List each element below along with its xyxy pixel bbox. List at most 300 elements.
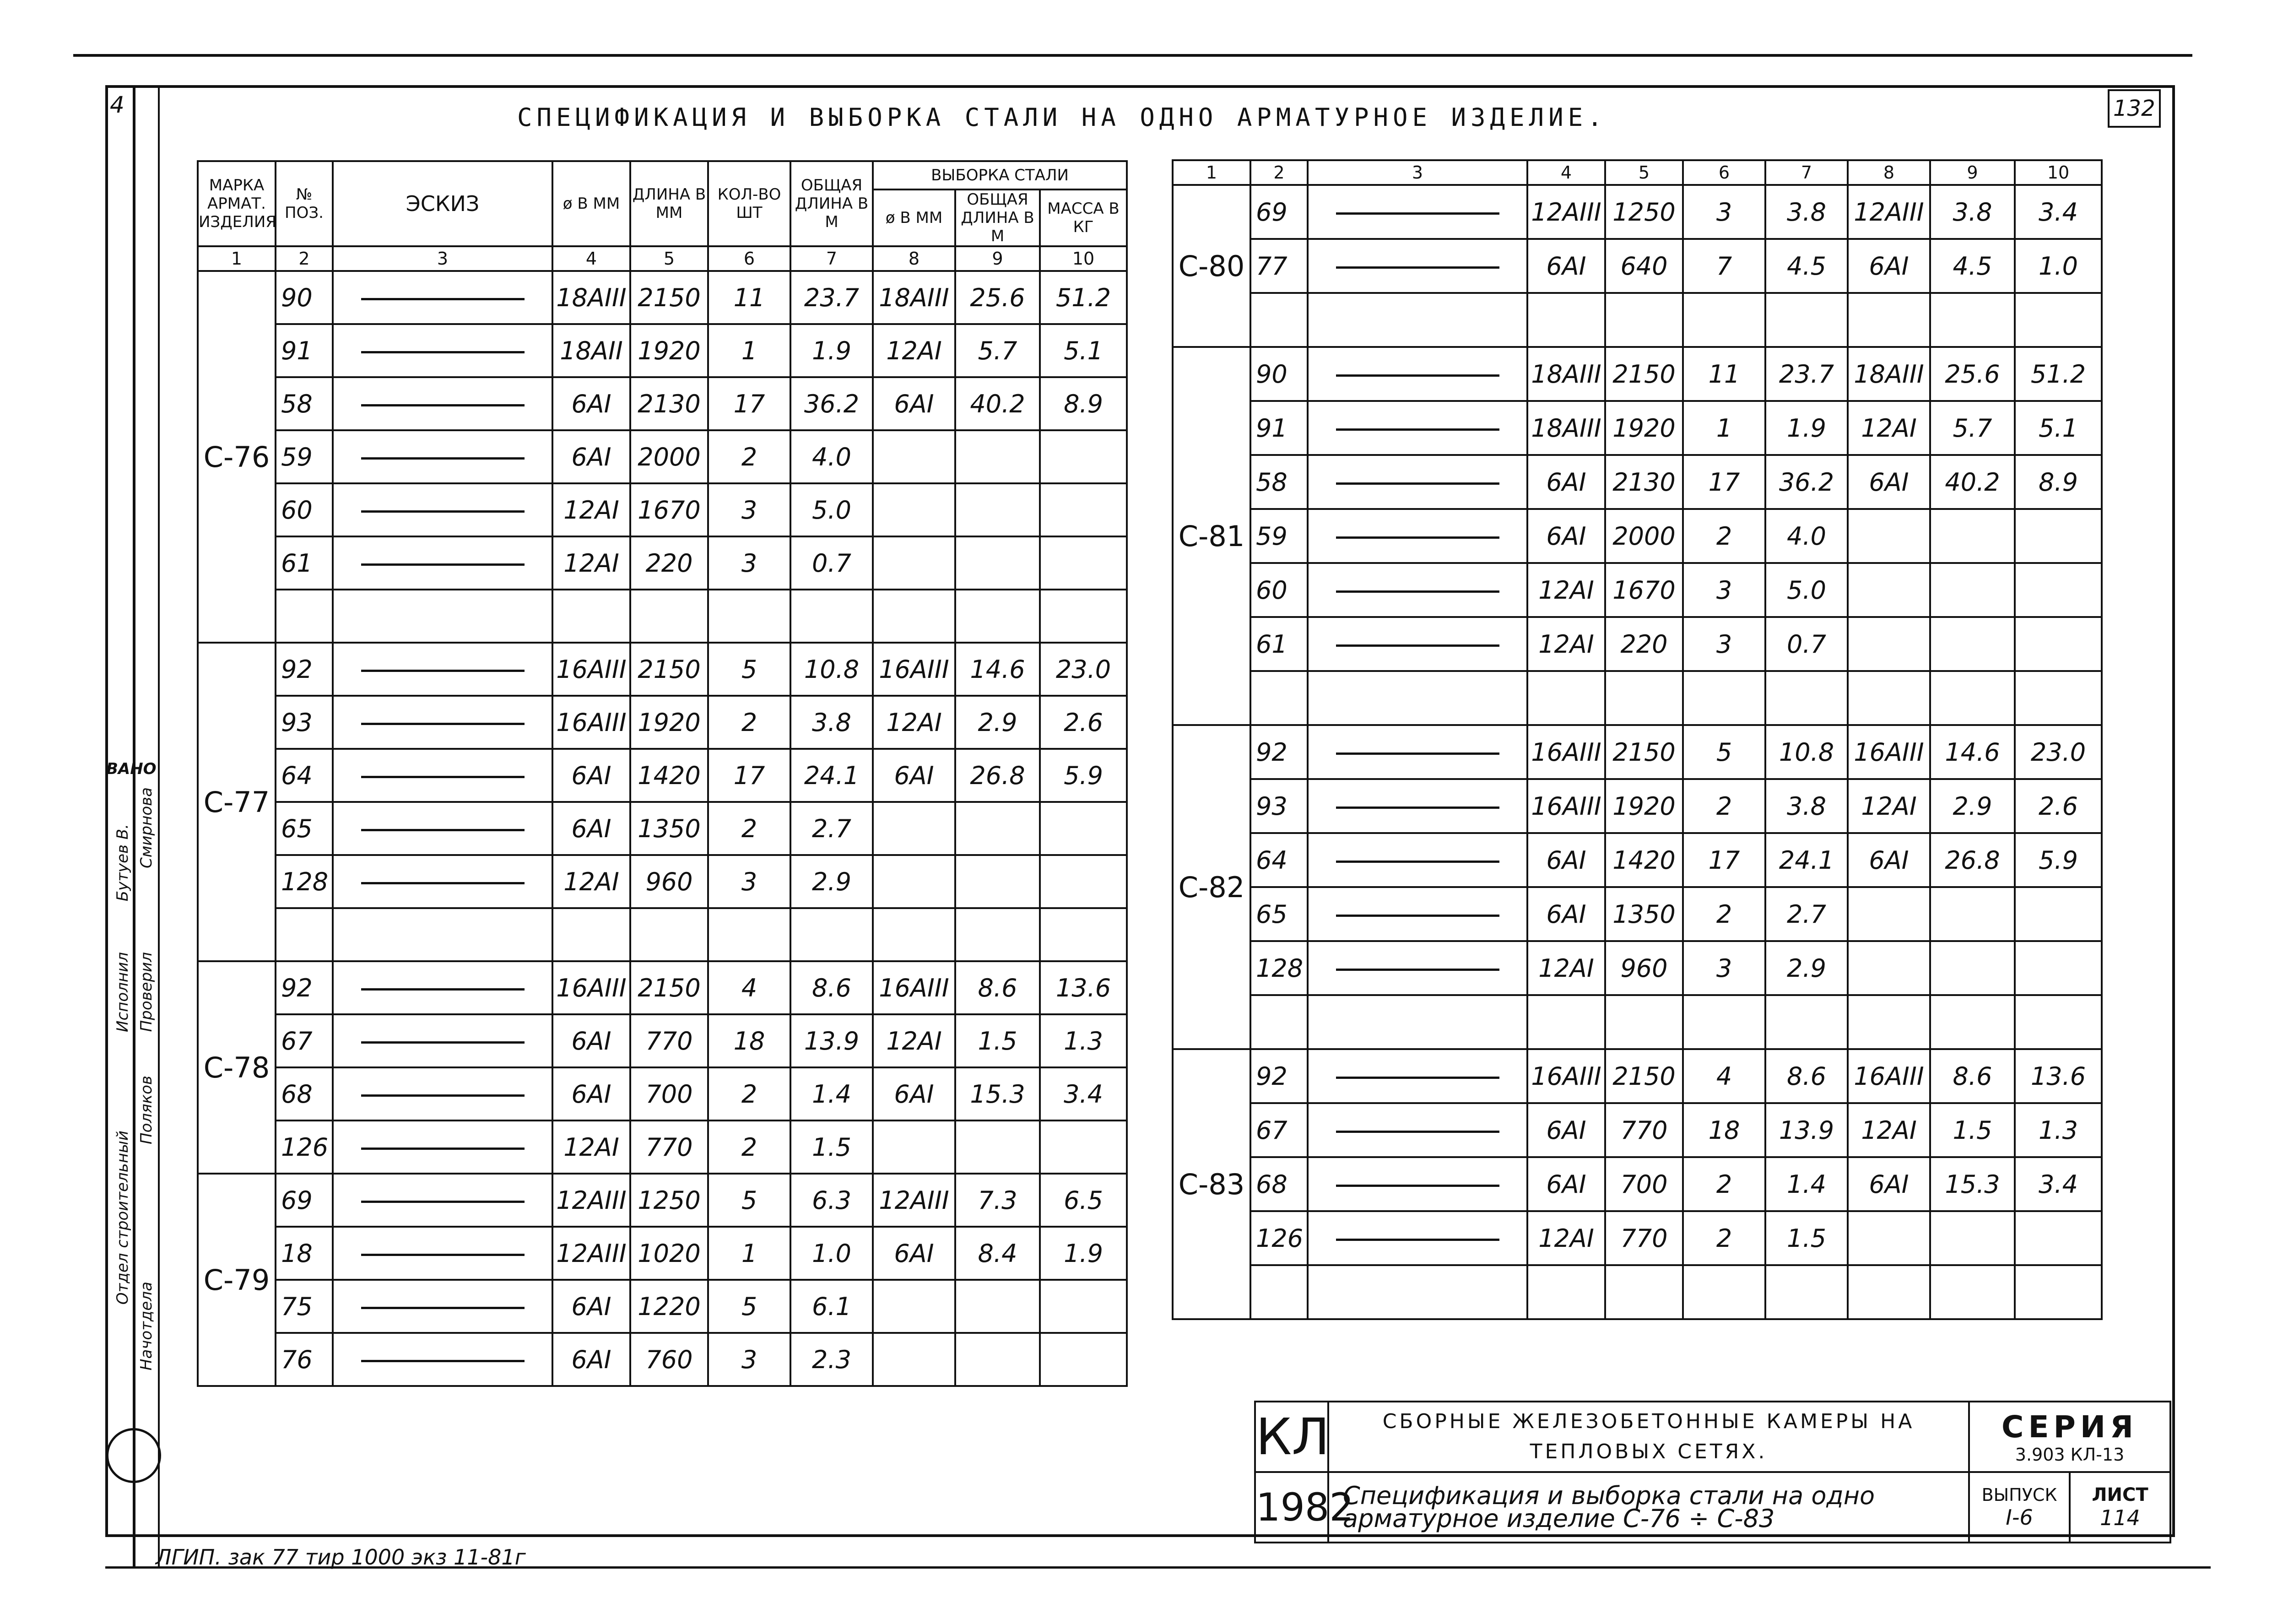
col-num: 9	[955, 246, 1040, 271]
sketch-cell	[333, 1067, 552, 1121]
dia-cell: 16АIII	[552, 696, 630, 749]
dia-cell	[552, 908, 630, 961]
sel-length-cell	[955, 908, 1040, 961]
sel-length-cell	[1930, 1211, 2015, 1265]
total-length-cell: 2.9	[1765, 941, 1848, 995]
sel-dia-cell: 6АI	[873, 1227, 955, 1280]
header-pos: № ПОЗ.	[276, 161, 333, 246]
stamp-series-cell	[1969, 1402, 2170, 1472]
length-cell: 1920	[630, 324, 708, 377]
col-num: 3	[333, 246, 552, 271]
stamp-sheet-label: ЛИСТ	[2092, 1484, 2148, 1505]
sel-mass-cell	[1040, 855, 1127, 908]
sketch-cell	[333, 590, 552, 643]
bar-sketch-line	[361, 723, 525, 725]
pos-cell: 128	[1250, 941, 1308, 995]
sel-length-cell: 25.6	[1930, 347, 2015, 401]
sel-dia-cell	[1848, 1211, 1930, 1265]
total-length-cell	[1765, 671, 1848, 725]
sel-dia-cell	[1848, 617, 1930, 671]
pos-cell: 58	[276, 377, 333, 430]
stamp-sheet-title: Спецификация и выборка стали на одно арматурное изделие С-76 ÷ С-83	[1328, 1472, 1969, 1543]
stamp-issue-label: ВЫПУСК	[1981, 1485, 2057, 1505]
dia-cell: 6АI	[552, 430, 630, 483]
sketch-cell	[333, 1227, 552, 1280]
table-row	[1173, 1103, 2102, 1157]
dia-cell: 18АII	[552, 324, 630, 377]
sketch-cell	[333, 1014, 552, 1067]
length-cell: 2130	[1605, 455, 1683, 509]
sel-dia-cell: 12АI	[1848, 401, 1930, 455]
col-num: 1	[198, 246, 276, 271]
length-cell	[630, 908, 708, 961]
pos-cell: 61	[276, 536, 333, 590]
table-row	[1173, 239, 2102, 293]
sketch-cell	[333, 802, 552, 855]
sketch-cell	[333, 696, 552, 749]
sel-dia-cell: 18АIII	[1848, 347, 1930, 401]
count-cell: 3	[708, 1333, 790, 1386]
col-num: 9	[1930, 160, 2015, 185]
sel-length-cell: 14.6	[955, 643, 1040, 696]
table-row	[1173, 185, 2102, 239]
count-cell: 3	[1683, 563, 1765, 617]
total-length-cell: 3.8	[790, 696, 873, 749]
count-cell: 2	[1683, 1157, 1765, 1211]
sel-length-cell	[1930, 941, 2015, 995]
length-cell: 1920	[1605, 401, 1683, 455]
length-cell: 1670	[1605, 563, 1683, 617]
total-length-cell: 24.1	[1765, 833, 1848, 887]
length-cell	[630, 590, 708, 643]
sel-dia-cell	[1848, 509, 1930, 563]
sketch-cell	[1308, 941, 1527, 995]
table-row	[1173, 671, 2102, 725]
sketch-cell	[333, 483, 552, 536]
col-num: 5	[630, 246, 708, 271]
pos-cell: 59	[1250, 509, 1308, 563]
pos-cell: 69	[1250, 185, 1308, 239]
sel-length-cell	[1930, 293, 2015, 347]
count-cell: 5	[1683, 725, 1765, 779]
col-num: 6	[1683, 160, 1765, 185]
count-cell: 2	[1683, 1211, 1765, 1265]
table-row	[1173, 887, 2102, 941]
sel-mass-cell	[1040, 908, 1127, 961]
dia-cell	[1527, 293, 1605, 347]
bar-sketch-line	[1336, 590, 1499, 593]
sel-dia-cell: 12АIII	[873, 1174, 955, 1227]
total-length-cell: 5.0	[1765, 563, 1848, 617]
sel-mass-cell: 1.3	[1040, 1014, 1127, 1067]
sel-length-cell	[1930, 995, 2015, 1049]
sel-dia-cell	[873, 908, 955, 961]
pos-cell: 68	[1250, 1157, 1308, 1211]
pos-cell: 90	[1250, 347, 1308, 401]
sel-mass-cell	[1040, 430, 1127, 483]
table-row	[198, 590, 1127, 643]
bar-sketch-line	[1336, 428, 1499, 431]
spec-table-left	[197, 160, 1128, 1387]
bar-sketch-line	[1336, 644, 1499, 647]
sel-dia-cell: 16АIII	[1848, 1049, 1930, 1103]
sel-mass-cell	[2015, 293, 2102, 347]
sketch-cell	[1308, 617, 1527, 671]
dia-cell: 12АI	[552, 483, 630, 536]
stamp-issue-value: I-6	[2006, 1505, 2033, 1530]
table-row	[1173, 617, 2102, 671]
total-length-cell: 1.5	[1765, 1211, 1848, 1265]
sel-dia-cell: 12АI	[873, 324, 955, 377]
count-cell: 2	[708, 696, 790, 749]
total-length-cell: 2.9	[790, 855, 873, 908]
sel-mass-cell	[2015, 941, 2102, 995]
length-cell: 1420	[1605, 833, 1683, 887]
sel-mass-cell: 1.9	[1040, 1227, 1127, 1280]
mark-cell: С-83	[1173, 1049, 1250, 1319]
count-cell: 18	[708, 1014, 790, 1067]
count-cell: 3	[1683, 185, 1765, 239]
bar-sketch-line	[1336, 915, 1499, 917]
pos-cell: 65	[276, 802, 333, 855]
total-length-cell: 2.3	[790, 1333, 873, 1386]
side-name3: Бутуев В.	[114, 824, 132, 902]
sel-length-cell: 26.8	[955, 749, 1040, 802]
total-length-cell: 8.6	[1765, 1049, 1848, 1103]
length-cell: 2150	[630, 271, 708, 324]
total-length-cell: 4.0	[790, 430, 873, 483]
table-row	[198, 696, 1127, 749]
header-total-length: ОБЩАЯ ДЛИНА В М	[790, 161, 873, 246]
total-length-cell: 6.3	[790, 1174, 873, 1227]
sel-mass-cell	[1040, 483, 1127, 536]
count-cell: 2	[708, 1121, 790, 1174]
left-corner-mark: 4	[110, 92, 124, 118]
bar-sketch-line	[1336, 807, 1499, 809]
side-checked: Проверил	[137, 952, 156, 1032]
sketch-cell	[1308, 779, 1527, 833]
stamp-code: КЛ	[1255, 1402, 1328, 1472]
col-num: 4	[1527, 160, 1605, 185]
sel-dia-cell: 6АI	[1848, 1157, 1930, 1211]
table-row	[1173, 1265, 2102, 1319]
pos-cell: 60	[1250, 563, 1308, 617]
sel-mass-cell: 3.4	[1040, 1067, 1127, 1121]
length-cell: 770	[1605, 1211, 1683, 1265]
pos-cell: 126	[276, 1121, 333, 1174]
total-length-cell: 8.6	[790, 961, 873, 1014]
sel-mass-cell	[2015, 1211, 2102, 1265]
bar-sketch-line	[361, 1094, 525, 1097]
bar-sketch-line	[361, 1360, 525, 1362]
bar-sketch-line	[361, 563, 525, 566]
mark-cell: С-82	[1173, 725, 1250, 1049]
sketch-cell	[1308, 1103, 1527, 1157]
sel-mass-cell	[2015, 563, 2102, 617]
count-cell	[708, 590, 790, 643]
sketch-cell	[333, 1121, 552, 1174]
length-cell: 1350	[630, 802, 708, 855]
table-row	[1173, 995, 2102, 1049]
length-cell: 1350	[1605, 887, 1683, 941]
total-length-cell: 24.1	[790, 749, 873, 802]
length-cell: 220	[630, 536, 708, 590]
sel-dia-cell: 6АI	[1848, 833, 1930, 887]
sketch-cell	[1308, 725, 1527, 779]
sketch-cell	[333, 1280, 552, 1333]
length-cell	[1605, 293, 1683, 347]
count-cell	[1683, 995, 1765, 1049]
total-length-cell: 4.0	[1765, 509, 1848, 563]
sel-mass-cell: 8.9	[1040, 377, 1127, 430]
count-cell: 1	[1683, 401, 1765, 455]
count-cell	[1683, 293, 1765, 347]
bar-sketch-line	[361, 988, 525, 991]
bar-sketch-line	[1336, 482, 1499, 485]
page-title: СПЕЦИФИКАЦИЯ И ВЫБОРКА СТАЛИ НА ОДНО АРМАТУРНОЕ ИЗДЕЛИЕ.	[517, 103, 1607, 132]
count-cell: 17	[1683, 833, 1765, 887]
bar-sketch-line	[1336, 1077, 1499, 1079]
sel-length-cell	[1930, 1265, 2015, 1319]
sel-dia-cell: 16АIII	[873, 643, 955, 696]
col-num: 1	[1173, 160, 1250, 185]
total-length-cell: 1.4	[1765, 1157, 1848, 1211]
sketch-cell	[333, 377, 552, 430]
sel-length-cell: 5.7	[1930, 401, 2015, 455]
count-cell: 3	[1683, 617, 1765, 671]
table-row	[1173, 1049, 2102, 1103]
sketch-cell	[1308, 995, 1527, 1049]
sel-dia-cell: 12АI	[873, 1014, 955, 1067]
stamp-issue-cell	[1969, 1472, 2070, 1543]
total-length-cell: 2.7	[790, 802, 873, 855]
sel-mass-cell: 1.0	[2015, 239, 2102, 293]
header-mark: МАРКА АРМАТ. ИЗДЕЛИЯ	[198, 161, 276, 246]
sel-dia-cell: 6АI	[873, 1067, 955, 1121]
sel-mass-cell	[1040, 1121, 1127, 1174]
sel-mass-cell	[1040, 1333, 1127, 1386]
sketch-cell	[1308, 293, 1527, 347]
table-row	[198, 1067, 1127, 1121]
total-length-cell	[1765, 1265, 1848, 1319]
pos-cell: 58	[1250, 455, 1308, 509]
count-cell: 2	[708, 1067, 790, 1121]
sel-length-cell: 5.7	[955, 324, 1040, 377]
total-length-cell	[1765, 293, 1848, 347]
sel-dia-cell: 12АI	[873, 696, 955, 749]
pos-cell: 68	[276, 1067, 333, 1121]
length-cell	[1605, 995, 1683, 1049]
count-cell: 5	[708, 643, 790, 696]
sel-length-cell	[955, 1333, 1040, 1386]
pos-cell	[276, 590, 333, 643]
dia-cell: 18АIII	[1527, 347, 1605, 401]
mark-cell: С-77	[198, 643, 276, 961]
col-num: 8	[873, 246, 955, 271]
bar-sketch-line	[361, 404, 525, 406]
bar-sketch-line	[361, 1307, 525, 1309]
dia-cell: 16АIII	[1527, 725, 1605, 779]
bar-sketch-line	[361, 776, 525, 778]
pos-cell: 67	[276, 1014, 333, 1067]
bar-sketch-line	[361, 457, 525, 460]
sel-mass-cell: 5.9	[1040, 749, 1127, 802]
dia-cell: 12АI	[1527, 941, 1605, 995]
dia-cell: 12АI	[552, 536, 630, 590]
length-cell: 960	[1605, 941, 1683, 995]
dia-cell: 16АIII	[1527, 779, 1605, 833]
count-cell: 3	[1683, 941, 1765, 995]
sel-dia-cell: 6АI	[873, 749, 955, 802]
col-num: 10	[1040, 246, 1127, 271]
table-row	[198, 961, 1127, 1014]
dia-cell: 6АI	[1527, 887, 1605, 941]
count-cell: 7	[1683, 239, 1765, 293]
sel-dia-cell: 6АI	[1848, 239, 1930, 293]
table-row	[198, 430, 1127, 483]
sel-mass-cell	[1040, 536, 1127, 590]
sketch-cell	[1308, 401, 1527, 455]
sel-length-cell	[955, 1121, 1040, 1174]
sel-mass-cell	[2015, 887, 2102, 941]
dia-cell: 6АI	[552, 1280, 630, 1333]
sel-length-cell: 3.8	[1930, 185, 2015, 239]
pos-cell: 64	[276, 749, 333, 802]
dia-cell	[552, 590, 630, 643]
table-row	[1173, 725, 2102, 779]
total-length-cell: 2.7	[1765, 887, 1848, 941]
table-row	[1173, 779, 2102, 833]
sketch-cell	[333, 271, 552, 324]
bar-sketch-line	[361, 351, 525, 353]
pos-cell: 128	[276, 855, 333, 908]
count-cell: 3	[708, 855, 790, 908]
bar-sketch-line	[1336, 536, 1499, 539]
total-length-cell: 1.5	[790, 1121, 873, 1174]
sel-mass-cell: 5.1	[2015, 401, 2102, 455]
bar-sketch-line	[1336, 374, 1499, 377]
table-row	[1173, 509, 2102, 563]
sel-length-cell	[955, 483, 1040, 536]
sel-length-cell: 1.5	[955, 1014, 1040, 1067]
bar-sketch-line	[361, 1041, 525, 1044]
bar-sketch-line	[361, 1148, 525, 1150]
bar-sketch-line	[361, 1201, 525, 1203]
sketch-cell	[1308, 671, 1527, 725]
sel-mass-cell: 2.6	[1040, 696, 1127, 749]
total-length-cell: 1.9	[790, 324, 873, 377]
sel-length-cell: 8.6	[955, 961, 1040, 1014]
length-cell: 2150	[1605, 1049, 1683, 1103]
sel-dia-cell: 12АI	[1848, 779, 1930, 833]
header-dia: ø В ММ	[552, 161, 630, 246]
sel-mass-cell: 3.4	[2015, 185, 2102, 239]
sel-length-cell: 14.6	[1930, 725, 2015, 779]
table-row	[1173, 941, 2102, 995]
count-cell	[1683, 671, 1765, 725]
length-cell: 700	[630, 1067, 708, 1121]
table-row	[198, 643, 1127, 696]
mark-cell: С-81	[1173, 347, 1250, 725]
col-num: 3	[1308, 160, 1527, 185]
pos-cell: 90	[276, 271, 333, 324]
sel-dia-cell	[873, 802, 955, 855]
pos-cell: 60	[276, 483, 333, 536]
pos-cell: 65	[1250, 887, 1308, 941]
pos-cell: 69	[276, 1174, 333, 1227]
sel-mass-cell	[2015, 671, 2102, 725]
col-num: 8	[1848, 160, 1930, 185]
bar-sketch-line	[1336, 752, 1499, 755]
sel-dia-cell: 16АIII	[1848, 725, 1930, 779]
bar-sketch-line	[1336, 266, 1499, 269]
sel-mass-cell: 51.2	[1040, 271, 1127, 324]
dia-cell: 16АIII	[552, 961, 630, 1014]
sel-dia-cell: 12АI	[1848, 1103, 1930, 1157]
total-length-cell: 1.9	[1765, 401, 1848, 455]
sel-length-cell	[1930, 887, 2015, 941]
bar-sketch-line	[1336, 861, 1499, 863]
pos-cell	[276, 908, 333, 961]
length-cell: 2150	[630, 643, 708, 696]
header-sel-length: ОБЩАЯ ДЛИНА В М	[955, 189, 1040, 246]
pos-cell: 93	[1250, 779, 1308, 833]
mark-cell: С-78	[198, 961, 276, 1174]
sel-dia-cell	[1848, 671, 1930, 725]
bar-sketch-line	[361, 882, 525, 884]
header-selection: ВЫБОРКА СТАЛИ	[873, 161, 1127, 189]
column-number-row	[1173, 160, 2102, 185]
left-strip-line-2	[158, 85, 160, 1568]
sel-dia-cell	[873, 536, 955, 590]
table-row	[1173, 347, 2102, 401]
sel-length-cell: 2.9	[1930, 779, 2015, 833]
total-length-cell: 6.1	[790, 1280, 873, 1333]
side-name1: Поляков	[137, 1076, 156, 1144]
sketch-cell	[1308, 1049, 1527, 1103]
table-row	[1173, 1157, 2102, 1211]
length-cell	[1605, 1265, 1683, 1319]
stamp-sheet-value: 114	[2100, 1505, 2140, 1530]
mark-cell: С-76	[198, 271, 276, 643]
sel-length-cell: 1.5	[1930, 1103, 2015, 1157]
dia-cell	[1527, 671, 1605, 725]
sel-length-cell	[955, 590, 1040, 643]
sketch-cell	[1308, 185, 1527, 239]
length-cell: 1420	[630, 749, 708, 802]
count-cell	[1683, 1265, 1765, 1319]
sel-dia-cell	[873, 855, 955, 908]
count-cell: 3	[708, 483, 790, 536]
count-cell: 2	[1683, 887, 1765, 941]
sketch-cell	[1308, 239, 1527, 293]
count-cell: 11	[708, 271, 790, 324]
total-length-cell: 0.7	[790, 536, 873, 590]
sel-length-cell	[1930, 509, 2015, 563]
side-dept: Отдел строительный	[114, 1131, 132, 1305]
sketch-cell	[333, 1333, 552, 1386]
dia-cell: 12АI	[1527, 563, 1605, 617]
count-cell: 4	[708, 961, 790, 1014]
pos-cell: 92	[1250, 725, 1308, 779]
count-cell: 1	[708, 1227, 790, 1280]
total-length-cell: 0.7	[1765, 617, 1848, 671]
sketch-cell	[1308, 347, 1527, 401]
bar-sketch-line	[1336, 212, 1499, 215]
pos-cell: 64	[1250, 833, 1308, 887]
length-cell: 1920	[630, 696, 708, 749]
total-length-cell: 23.7	[1765, 347, 1848, 401]
